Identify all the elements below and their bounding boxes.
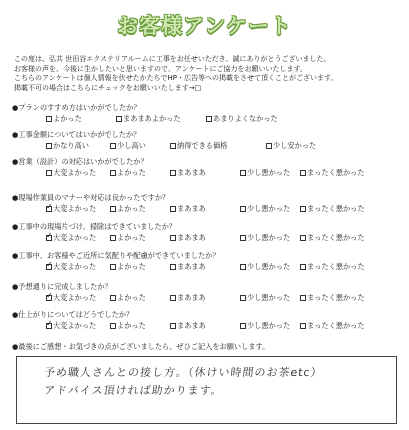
option-label: 少し悪かった (247, 262, 291, 271)
checkbox-icon[interactable] (116, 116, 122, 122)
option[interactable] (240, 168, 290, 178)
option[interactable] (170, 233, 206, 243)
checkbox-icon[interactable] (206, 116, 212, 122)
option[interactable] (46, 168, 96, 178)
option[interactable] (240, 262, 290, 272)
checkbox-icon[interactable] (240, 323, 246, 329)
option-label: まったく悪かった (307, 168, 365, 177)
option-label: よかった (117, 204, 146, 213)
option-label: よかった (117, 321, 146, 330)
option-label: 少し悪かった (247, 168, 291, 177)
option[interactable] (240, 321, 290, 331)
checkbox-icon[interactable] (110, 143, 116, 149)
option-label: 少し悪かった (247, 233, 291, 242)
checkbox-icon[interactable] (170, 143, 176, 149)
option[interactable] (300, 293, 365, 303)
intro-text (14, 55, 399, 93)
checkbox-icon[interactable] (300, 206, 306, 212)
option-label: まあまあ (177, 233, 206, 242)
option[interactable] (170, 141, 227, 151)
checkbox-icon[interactable] (300, 170, 306, 176)
option-label: 大変よかった (53, 204, 97, 213)
question-label: ●現場作業員のマナーや対応は良かったですか？ (12, 193, 170, 202)
option[interactable] (206, 114, 278, 124)
checked-checkbox-icon[interactable] (46, 264, 52, 270)
option[interactable] (300, 233, 365, 243)
option-label: よかった (117, 293, 146, 302)
checkbox-icon[interactable] (300, 264, 306, 270)
option-label: よかった (117, 233, 146, 242)
checkbox-icon[interactable] (46, 170, 52, 176)
option[interactable] (300, 321, 365, 331)
checkbox-icon[interactable] (110, 264, 116, 270)
checkbox-icon[interactable] (170, 170, 176, 176)
option-label: かなり高い (53, 141, 89, 150)
option[interactable] (240, 233, 290, 243)
option-label: まあまあ (177, 204, 206, 213)
option[interactable] (110, 262, 146, 272)
option[interactable] (170, 293, 206, 303)
option-label: あまりよくなかった (213, 114, 278, 123)
option-label: 少し悪かった (247, 293, 291, 302)
option-label: まあまあ (177, 321, 206, 330)
option[interactable] (110, 204, 146, 214)
option-label: まあまあ (177, 293, 206, 302)
checkbox-icon[interactable] (240, 264, 246, 270)
checkbox-icon[interactable] (110, 235, 116, 241)
checked-checkbox-icon[interactable] (46, 206, 52, 212)
checkbox-icon[interactable] (170, 295, 176, 301)
option-label: まあまあ (177, 262, 206, 271)
option[interactable] (46, 262, 96, 272)
option[interactable] (46, 293, 96, 303)
checkbox-icon[interactable] (240, 295, 246, 301)
option[interactable] (300, 168, 365, 178)
checkbox-icon[interactable] (240, 235, 246, 241)
question-label: ●工事中、お客様やご近所に気配りや配慮ができていましたか？ (12, 251, 220, 260)
option-label: 大変よかった (53, 321, 97, 330)
question-label: ●予想通りに完成しましたか？ (12, 282, 112, 291)
option[interactable] (170, 321, 206, 331)
option[interactable] (110, 293, 146, 303)
comment-prompt: ●最後にご感想・お気づきの点がございましたら、ぜひご記入をお願いします。 (12, 342, 270, 351)
option-label: 納得できる価格 (177, 141, 228, 150)
option[interactable] (110, 233, 146, 243)
option-label: よかった (53, 114, 82, 123)
checkbox-icon[interactable] (170, 323, 176, 329)
question-label: ●仕上がりについてはどうでしたか？ (12, 310, 134, 319)
option[interactable] (300, 204, 365, 214)
checkbox-icon[interactable] (300, 323, 306, 329)
checkbox-icon[interactable] (46, 143, 52, 149)
checkbox-icon[interactable] (110, 206, 116, 212)
option[interactable] (240, 293, 290, 303)
comment-line: 予め職人さんとの接し方。（休けい時間のお茶etc） (43, 366, 324, 379)
checked-checkbox-icon[interactable] (46, 323, 52, 329)
checkbox-icon[interactable] (110, 295, 116, 301)
intro-line: この度は、弘共 世田谷エクステリアルームに工事をお任せいただき、誠にありがとうございました。 (14, 55, 331, 63)
option-label: まったく悪かった (307, 321, 365, 330)
checkbox-icon[interactable] (170, 235, 176, 241)
option[interactable] (46, 114, 82, 124)
checkbox-icon[interactable] (170, 264, 176, 270)
question-label: ●工事金額についてはいかがでしたか？ (12, 130, 141, 139)
option[interactable] (170, 204, 206, 214)
intro-line: お客様の声を、今後に生かしたいと思いますので、アンケートにご協力をお願いいたします。 (14, 64, 307, 73)
option-label: まったく悪かった (307, 233, 365, 242)
option[interactable] (240, 204, 290, 214)
option-label: まあまあ (177, 168, 206, 177)
option-label: まったく悪かった (307, 293, 365, 302)
option-label: 少し悪かった (247, 321, 291, 330)
option-label: 大変よかった (53, 262, 97, 271)
comment-line: アドバイス頂ければ助かります。 (43, 384, 224, 397)
option[interactable] (46, 204, 96, 214)
option-label: 大変よかった (53, 293, 97, 302)
option-label: 少し高い (117, 141, 146, 150)
option[interactable] (46, 321, 96, 331)
page-title: お客様アンケート (117, 14, 292, 38)
checked-checkbox-icon[interactable] (46, 295, 52, 301)
option[interactable] (266, 141, 316, 151)
question-label: ●プランのすすめ方はいかがでしたか？ (12, 103, 141, 112)
option[interactable] (110, 141, 146, 151)
question-label: ●営業（設計）の対応はいかがでしたか？ (12, 157, 148, 166)
option-label: まったく悪かった (307, 204, 365, 213)
checkbox-icon[interactable] (266, 143, 272, 149)
option-label: 少し悪かった (247, 204, 291, 213)
option[interactable] (110, 321, 146, 331)
option[interactable] (46, 141, 89, 151)
option[interactable] (110, 168, 146, 178)
option-label: 大変よかった (53, 168, 97, 177)
checkbox-icon[interactable] (110, 170, 116, 176)
checkbox-icon[interactable] (170, 206, 176, 212)
option-label: まったく悪かった (307, 262, 365, 271)
option[interactable] (170, 168, 206, 178)
checkbox-icon[interactable] (240, 170, 246, 176)
option-label: 少し安かった (273, 141, 317, 150)
option-label: まあまあよかった (123, 114, 181, 123)
option-label: 大変よかった (53, 233, 97, 242)
option[interactable] (46, 233, 96, 243)
intro-line: 掲載不可の場合はこちらにチェックをお願いいたします→□ (14, 83, 202, 92)
checkbox-icon[interactable] (300, 295, 306, 301)
checked-checkbox-icon[interactable] (46, 235, 52, 241)
checkbox-icon[interactable] (46, 116, 52, 122)
checkbox-icon[interactable] (240, 206, 246, 212)
intro-line: こちらのアンケートは個人情報を伏せたかたちでHP・広告等への掲載をさせて頂くことがございます。 (14, 74, 338, 83)
option[interactable] (300, 262, 365, 272)
question-label: ●工事中の現場片づけ、掃除はできていましたか？ (12, 222, 177, 231)
checkbox-icon[interactable] (110, 323, 116, 329)
option[interactable] (170, 262, 206, 272)
option-label: よかった (117, 168, 146, 177)
checkbox-icon[interactable] (300, 235, 306, 241)
option[interactable] (116, 114, 181, 124)
option-label: よかった (117, 262, 146, 271)
